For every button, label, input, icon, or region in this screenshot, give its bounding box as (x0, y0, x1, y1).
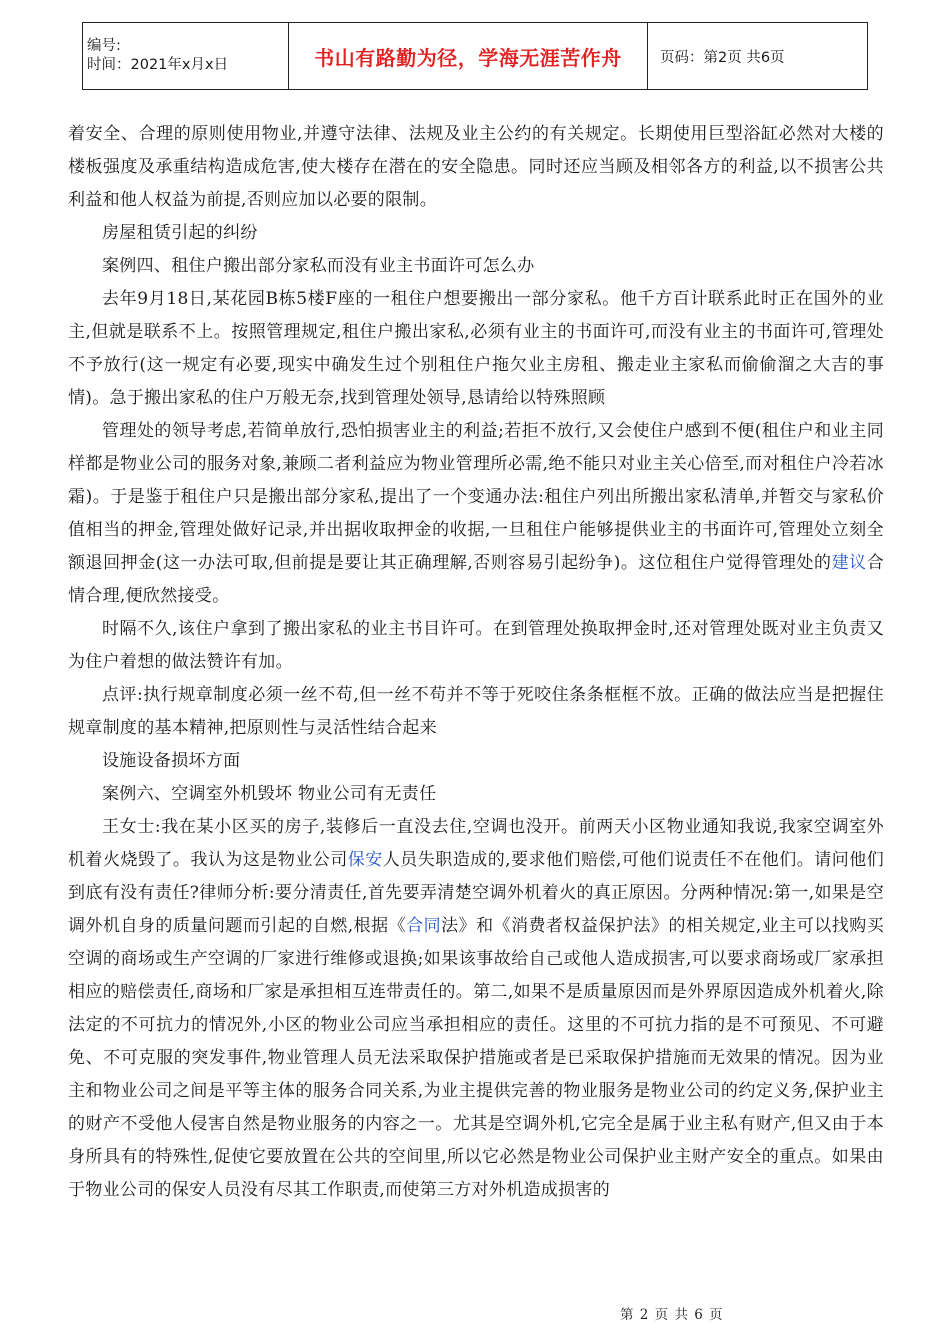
paragraph: 着安全、合理的原则使用物业,并遵守法律、法规及业主公约的有关规定。长期使用巨型浴缸必然对大楼的楼板强度及承重结构造成危害,使大楼存在潜在的安全隐患。同时还应当顾及相邻各方的利益,以不损害公共利益和他人权益为前提,否则应加以必要的限制。 (68, 124, 884, 210)
header-meta-cell (83, 23, 289, 90)
paragraph-text: 管理处的领导考虑,若简单放行,恐怕损害业主的利益;若拒不放行,又会使住户感到不便(租住户和业主同样都是物业公司的服务对象,兼顾二者利益应为物业管理所必需,绝不能只对业主关心倍至,而对租住户冷若冰霜)。于是鉴于租住户只是搬出部分家私,提出了一个变通办法:租住户列出所搬出家私清单,并暂交与家私价值相当的押金,管理处做好记录,并出据收取押金的收据,一旦租住户能够提供业主的书面许可,管理处立刻全额退回押金(这一办法可取,但前提是要让其正确理解,否则容易引起纷争)。这位租住户觉得管理处的 (68, 421, 884, 573)
header-time: 时间：2021年x月x日 (87, 57, 229, 73)
comment-paragraph: 点评:执行规章制度必须一丝不苟,但一丝不苟并不等于死咬住条条框框不放。正确的做法应当是把握住规章制度的基本精神,把原则性与灵活性结合起来 (68, 685, 884, 738)
case-title: 案例四、租住户搬出部分家私而没有业主书面许可怎么办 (102, 256, 535, 276)
link-security[interactable]: 保安 (347, 850, 383, 870)
link-suggestion[interactable]: 建议 (831, 553, 867, 573)
section-heading: 设施设备损坏方面 (102, 751, 241, 771)
header-number: 编号: (87, 38, 121, 54)
link-contract[interactable]: 合同 (406, 916, 442, 936)
page-header (82, 22, 868, 90)
paragraph-text: 法》和《消费者权益保护法》的相关规定,业主可以找购买空调的商场或生产空调的厂家进行维修或退换;如果该事故给自己或他人造成损害,可以要求商场或厂家承担相应的赔偿责任,商场和厂家是承担相互连带责任的。第二,如果不是质量原因而是外界原因造成外机着火,除法定的不可抗力的情况外,小区的物业公司应当承担相应的责任。这里的不可抗力指的是不可预见、不可避免、不可克服的突发事件,物业管理人员无法采取保护措施或者是已采取保护措施而无效果的情况。因为业主和物业公司之间是平等主体的服务合同关系,为业主提供完善的物业服务是物业公司的约定义务,保护业主的财产不受他人侵害自然是物业服务的内容之一。尤其是空调外机,它完全是属于业主私有财产,但又由于本身所具有的特殊性,促使它要放置在公共的空间里,所以它必然是物业公司保护业主财产安全的重点。如果由于物业公司的保安人员没有尽其工作职责,而使第三方对外机造成损害的 (68, 916, 884, 1200)
paragraph: 时隔不久,该住户拿到了搬出家私的业主书目许可。在到管理处换取押金时,还对管理处既对业主负责又为住户着想的做法赞许有加。 (68, 619, 884, 672)
paragraph: 去年9月18日,某花园B栋5楼F座的一租住户想要搬出一部分家私。他千方百计联系此时正在国外的业主,但就是联系不上。按照管理规定,租住户搬出家私,必须有业主的书面许可,而没有业主的书面许可,管理处不予放行(这一规定有必要,现实中确发生过个别租住户拖欠业主房租、搬走业主家私而偷偷溜之大吉的事情)。急于搬出家私的住户万般无奈,找到管理处领导,恳请给以特殊照顾 (68, 289, 884, 408)
header-motto: 书山有路勤为径，学海无涯苦作舟 (289, 23, 648, 90)
case-title: 案例六、空调室外机毁坏 物业公司有无责任 (102, 784, 437, 804)
paragraph (68, 415, 884, 613)
paragraph-text: 合情合理,便欣然接受。 (68, 553, 884, 606)
header-page-info: 页码：第2页 共6页 (648, 23, 868, 90)
section-heading: 房屋租赁引起的纠纷 (102, 223, 258, 243)
paragraph-text: 王女士:我在某小区买的房子,装修后一直没去住,空调也没开。前两天小区物业通知我说,我家空调室外机着火烧毁了。我认为这是物业公司 (68, 817, 884, 870)
document-body (68, 118, 884, 1207)
paragraph (68, 811, 884, 1207)
paragraph-text: 人员失职造成的,要求他们赔偿,可他们说责任不在他们。请问他们到底有没有责任?律师分析:要分清责任,首先要弄清楚空调外机着火的真正原因。分两种情况:第一,如果是空调外机自身的质量问题而引起的自燃,根据《 (68, 850, 884, 936)
page-footer: 第 2 页 共 6 页 (620, 1307, 724, 1323)
